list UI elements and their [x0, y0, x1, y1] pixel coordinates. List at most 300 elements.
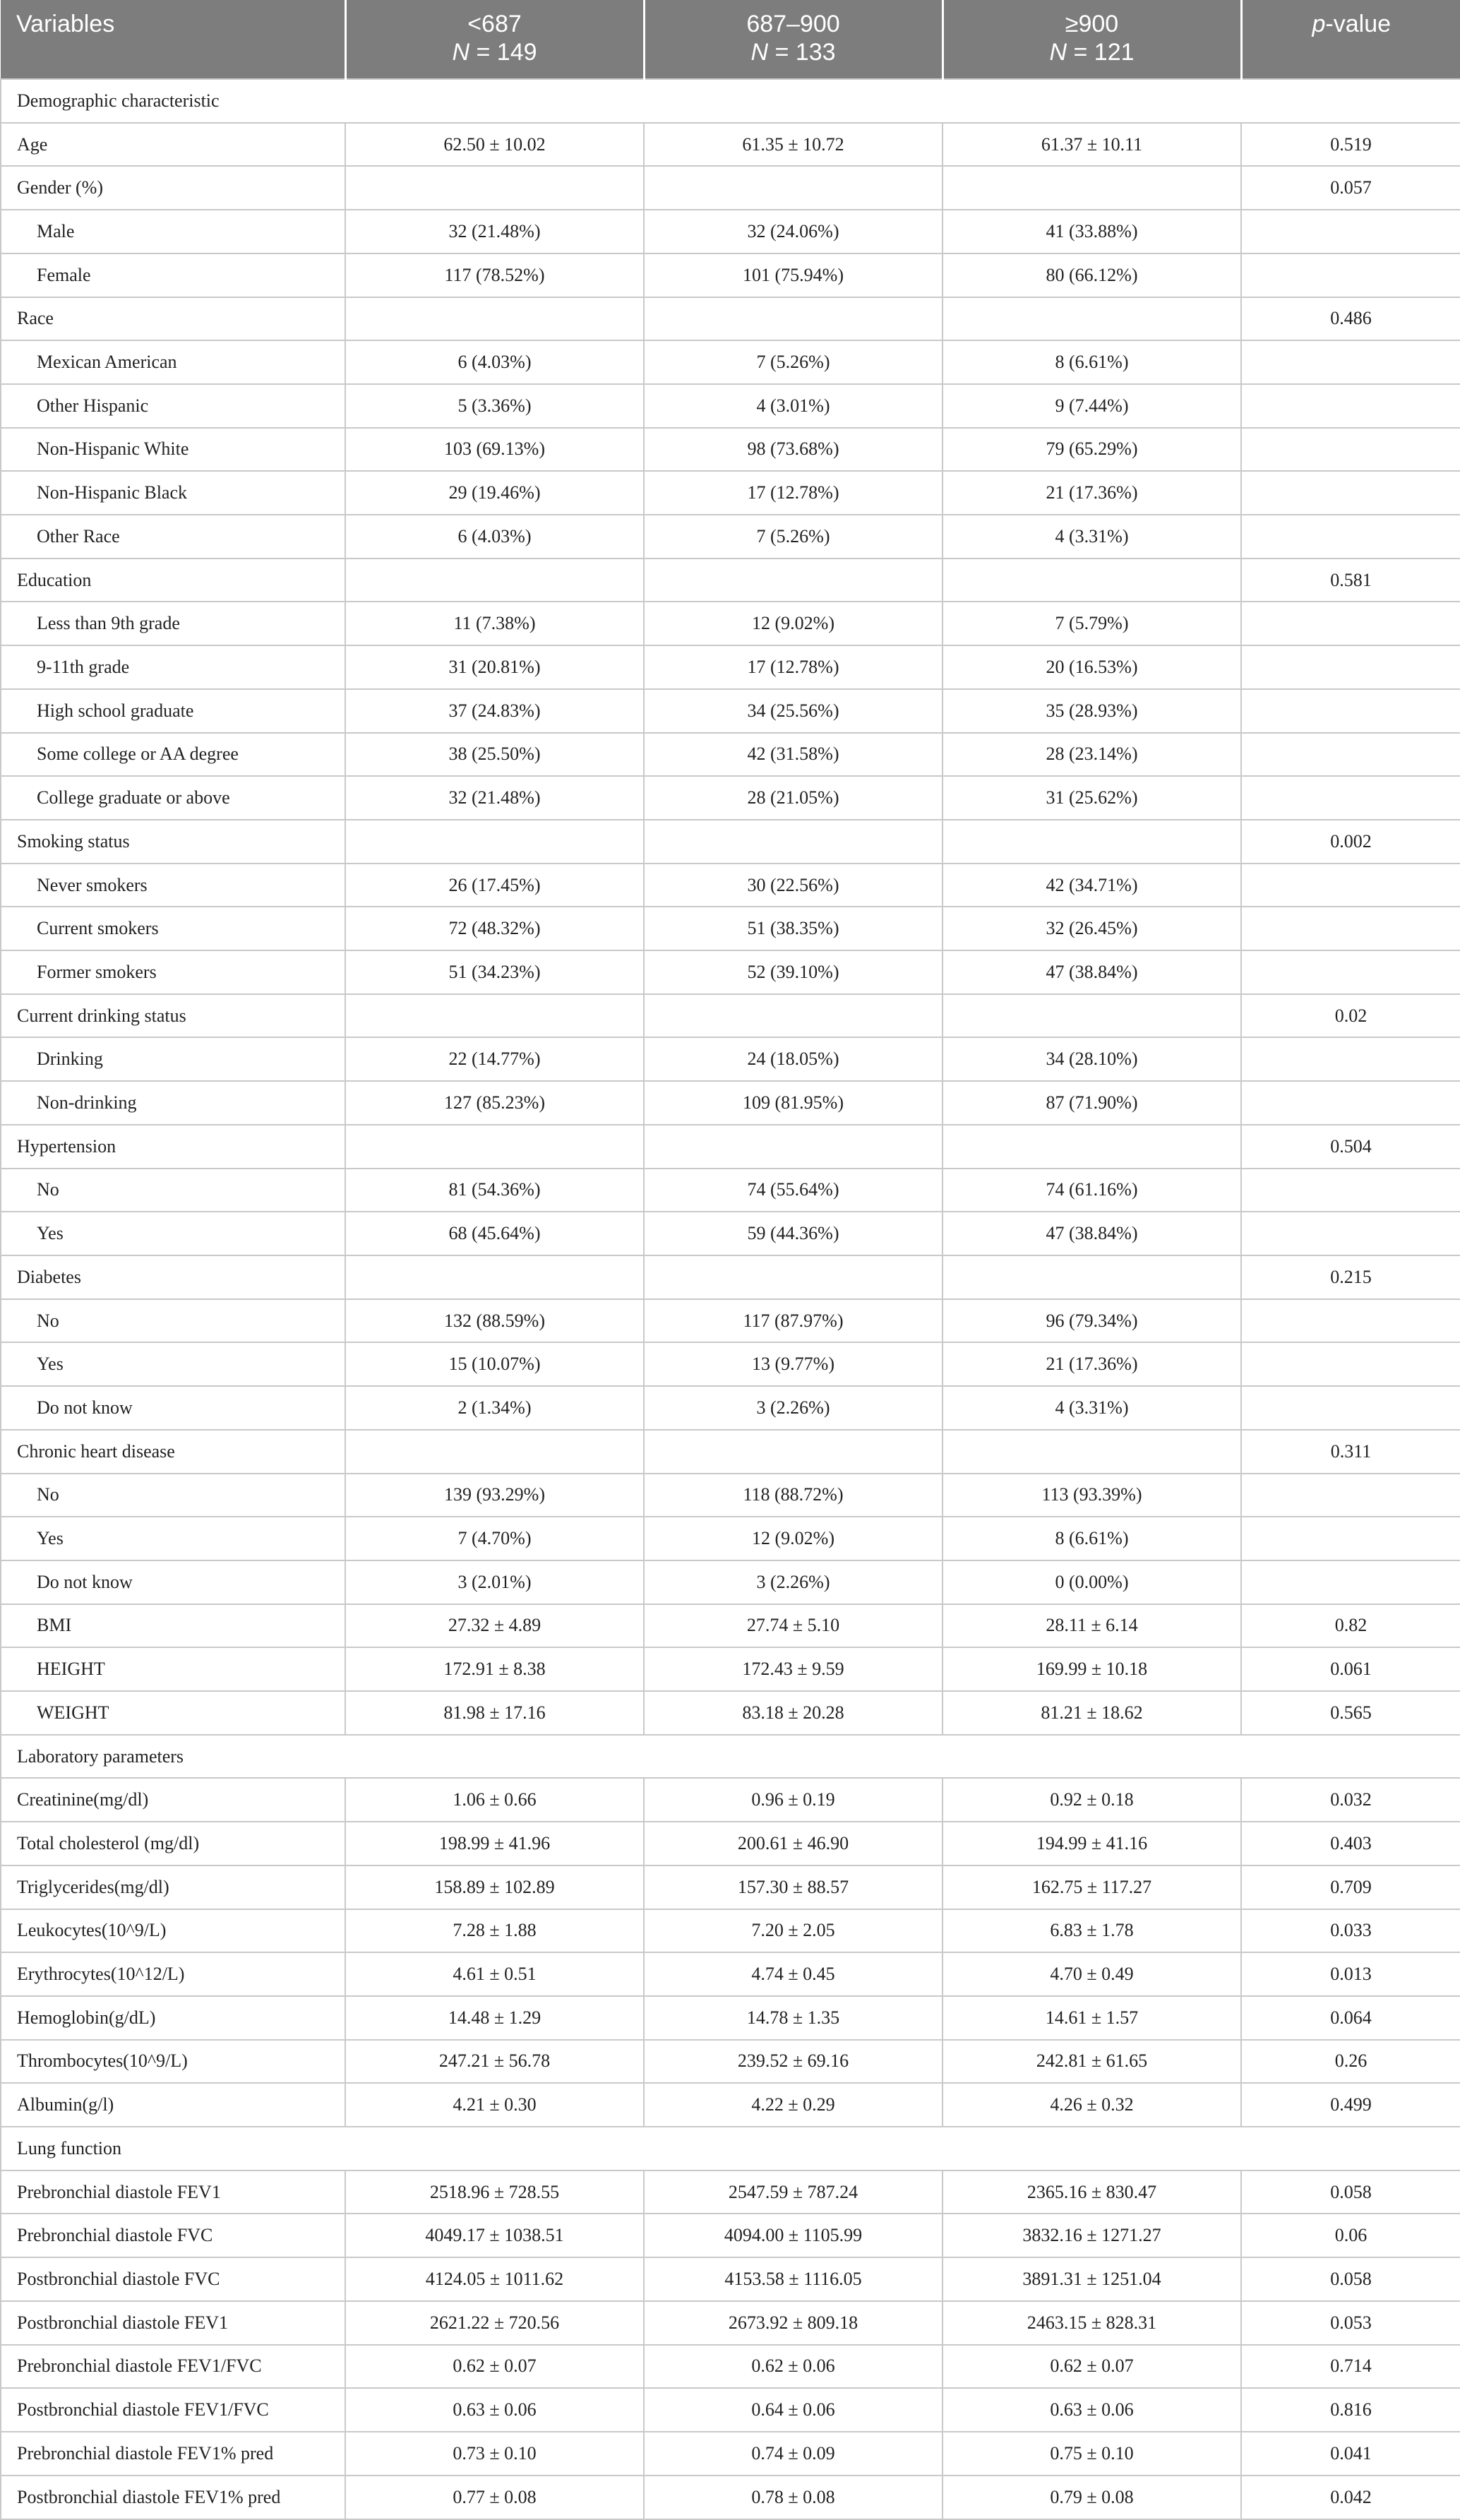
p-value-cell: 0.058	[1241, 2257, 1460, 2301]
table-body	[1, 79, 1460, 2519]
group-value-cell: 12 (9.02%)	[644, 602, 943, 645]
group-value-cell: 2673.92 ± 809.18	[644, 2301, 943, 2345]
group-value-cell: 51 (38.35%)	[644, 907, 943, 950]
table-row	[1, 733, 1460, 777]
variable-label: Thrombocytes(10^9/L)	[1, 2040, 345, 2084]
p-value-cell	[1241, 1517, 1460, 1560]
group-value-cell: 169.99 ± 10.18	[943, 1647, 1241, 1691]
group-value-cell: 21 (17.36%)	[943, 471, 1241, 515]
variable-label: Other Race	[1, 515, 345, 559]
group-value-cell	[345, 166, 644, 210]
table-row	[1, 1778, 1460, 1822]
group-value-cell: 5 (3.36%)	[345, 384, 644, 428]
p-value-cell	[1241, 950, 1460, 994]
variable-label: Prebronchial diastole FVC	[1, 2214, 345, 2257]
table-row	[1, 1169, 1460, 1212]
group-value-cell: 7 (5.26%)	[644, 340, 943, 384]
group-range: <687	[467, 11, 522, 37]
p-value-cell: 0.041	[1241, 2432, 1460, 2476]
group-value-cell: 24 (18.05%)	[644, 1037, 943, 1081]
table-row	[1, 428, 1460, 472]
group-value-cell: 6 (4.03%)	[345, 515, 644, 559]
variable-label: Some college or AA degree	[1, 733, 345, 777]
group-value-cell: 242.81 ± 61.65	[943, 2040, 1241, 2084]
p-label: p	[1312, 11, 1326, 37]
table-row	[1, 253, 1460, 297]
group-n-label: N	[452, 39, 470, 66]
p-value-cell	[1241, 602, 1460, 645]
variable-label: Postbronchial diastole FVC	[1, 2257, 345, 2301]
group-value-cell: 17 (12.78%)	[644, 645, 943, 689]
variable-label: Prebronchial diastole FEV1% pred	[1, 2432, 345, 2476]
group-value-cell: 2621.22 ± 720.56	[345, 2301, 644, 2345]
table-row	[1, 1647, 1460, 1691]
table-row	[1, 1342, 1460, 1386]
p-value-cell: 0.061	[1241, 1647, 1460, 1691]
group-value-cell: 4153.58 ± 1116.05	[644, 2257, 943, 2301]
section-label: Laboratory parameters	[1, 1735, 1460, 1779]
group-value-cell: 28 (21.05%)	[644, 776, 943, 820]
section-label: Lung function	[1, 2127, 1460, 2170]
group-value-cell: 101 (75.94%)	[644, 253, 943, 297]
group-value-cell: 7.20 ± 2.05	[644, 1909, 943, 1953]
group-value-cell: 34 (25.56%)	[644, 689, 943, 733]
group-value-cell: 109 (81.95%)	[644, 1081, 943, 1125]
group-value-cell: 31 (25.62%)	[943, 776, 1241, 820]
table-row	[1, 1037, 1460, 1081]
group-value-cell: 74 (61.16%)	[943, 1169, 1241, 1212]
group-value-cell: 157.30 ± 88.57	[644, 1865, 943, 1909]
table-row	[1, 123, 1460, 167]
group-value-cell: 127 (85.23%)	[345, 1081, 644, 1125]
group-value-cell: 113 (93.39%)	[943, 1474, 1241, 1517]
group-value-cell: 72 (48.32%)	[345, 907, 644, 950]
group-value-cell: 139 (93.29%)	[345, 1474, 644, 1517]
group-value-cell: 83.18 ± 20.28	[644, 1691, 943, 1735]
table-row	[1, 340, 1460, 384]
table-row	[1, 2301, 1460, 2345]
table-row	[1, 2083, 1460, 2127]
group-value-cell: 7 (5.79%)	[943, 602, 1241, 645]
table-row	[1, 1822, 1460, 1865]
group-value-cell: 172.43 ± 9.59	[644, 1647, 943, 1691]
group-n-value: = 149	[469, 39, 537, 66]
group-value-cell: 74 (55.64%)	[644, 1169, 943, 1212]
p-value-cell	[1241, 428, 1460, 472]
header-group-low	[345, 0, 644, 79]
group-value-cell: 3 (2.26%)	[644, 1386, 943, 1430]
table-row	[1, 950, 1460, 994]
p-value-cell	[1241, 340, 1460, 384]
group-value-cell: 11 (7.38%)	[345, 602, 644, 645]
p-value-cell	[1241, 733, 1460, 777]
group-value-cell: 12 (9.02%)	[644, 1517, 943, 1560]
variable-label: Drinking	[1, 1037, 345, 1081]
p-value-cell: 0.82	[1241, 1604, 1460, 1648]
table-row	[1, 384, 1460, 428]
variable-label: 9-11th grade	[1, 645, 345, 689]
p-value-cell: 0.311	[1241, 1430, 1460, 1474]
group-value-cell	[943, 1125, 1241, 1169]
variable-label: Race	[1, 297, 345, 341]
p-value-cell	[1241, 1342, 1460, 1386]
group-n-label: N	[750, 39, 769, 66]
variable-label: Hypertension	[1, 1125, 345, 1169]
table-row	[1, 1517, 1460, 1560]
group-value-cell: 162.75 ± 117.27	[943, 1865, 1241, 1909]
group-value-cell: 21 (17.36%)	[943, 1342, 1241, 1386]
variable-label: Non-Hispanic White	[1, 428, 345, 472]
group-value-cell: 4.74 ± 0.45	[644, 1952, 943, 1996]
table-row	[1, 1691, 1460, 1735]
table-row	[1, 2214, 1460, 2257]
group-value-cell: 31 (20.81%)	[345, 645, 644, 689]
table-row	[1, 166, 1460, 210]
group-value-cell	[943, 1430, 1241, 1474]
group-value-cell: 3832.16 ± 1271.27	[943, 2214, 1241, 2257]
variable-label: Creatinine(mg/dl)	[1, 1778, 345, 1822]
group-value-cell: 198.99 ± 41.96	[345, 1822, 644, 1865]
variable-label: Postbronchial diastole FEV1% pred	[1, 2476, 345, 2519]
p-value-cell	[1241, 776, 1460, 820]
group-value-cell: 117 (78.52%)	[345, 253, 644, 297]
group-value-cell	[644, 166, 943, 210]
p-value-cell: 0.714	[1241, 2345, 1460, 2389]
variable-label: Never smokers	[1, 864, 345, 907]
group-value-cell: 8 (6.61%)	[943, 1517, 1241, 1560]
variable-label: Postbronchial diastole FEV1/FVC	[1, 2388, 345, 2432]
table-header	[1, 0, 1460, 79]
group-value-cell: 30 (22.56%)	[644, 864, 943, 907]
variable-label: No	[1, 1474, 345, 1517]
variable-label: BMI	[1, 1604, 345, 1648]
group-value-cell: 247.21 ± 56.78	[345, 2040, 644, 2084]
variable-label: Former smokers	[1, 950, 345, 994]
group-value-cell: 62.50 ± 10.02	[345, 123, 644, 167]
variable-label: Gender (%)	[1, 166, 345, 210]
table-row	[1, 471, 1460, 515]
variable-label: High school graduate	[1, 689, 345, 733]
group-value-cell	[943, 820, 1241, 864]
group-value-cell: 42 (34.71%)	[943, 864, 1241, 907]
group-value-cell: 81.21 ± 18.62	[943, 1691, 1241, 1735]
group-value-cell: 2463.15 ± 828.31	[943, 2301, 1241, 2345]
group-value-cell: 6.83 ± 1.78	[943, 1909, 1241, 1953]
table-row	[1, 515, 1460, 559]
variable-label: Do not know	[1, 1560, 345, 1604]
table-row	[1, 1909, 1460, 1953]
group-value-cell: 1.06 ± 0.66	[345, 1778, 644, 1822]
p-value-cell: 0.013	[1241, 1952, 1460, 1996]
section-row	[1, 2127, 1460, 2170]
group-value-cell: 7 (4.70%)	[345, 1517, 644, 1560]
group-value-cell: 2547.59 ± 787.24	[644, 2170, 943, 2214]
variable-label: Triglycerides(mg/dl)	[1, 1865, 345, 1909]
variable-label: HEIGHT	[1, 1647, 345, 1691]
group-value-cell	[345, 1255, 644, 1299]
group-value-cell: 61.37 ± 10.11	[943, 123, 1241, 167]
p-value-cell	[1241, 210, 1460, 253]
group-value-cell: 0 (0.00%)	[943, 1560, 1241, 1604]
table-row	[1, 602, 1460, 645]
table-row	[1, 689, 1460, 733]
group-value-cell: 0.96 ± 0.19	[644, 1778, 943, 1822]
group-value-cell	[644, 559, 943, 602]
variable-label: Age	[1, 123, 345, 167]
group-value-cell: 4.61 ± 0.51	[345, 1952, 644, 1996]
group-value-cell: 96 (79.34%)	[943, 1299, 1241, 1343]
group-value-cell: 68 (45.64%)	[345, 1212, 644, 1255]
group-value-cell: 27.74 ± 5.10	[644, 1604, 943, 1648]
p-value-cell: 0.042	[1241, 2476, 1460, 2519]
group-value-cell	[644, 1125, 943, 1169]
group-value-cell: 14.48 ± 1.29	[345, 1996, 644, 2040]
group-value-cell: 52 (39.10%)	[644, 950, 943, 994]
table-row	[1, 2388, 1460, 2432]
group-value-cell: 81 (54.36%)	[345, 1169, 644, 1212]
p-value-cell	[1241, 384, 1460, 428]
group-value-cell: 42 (31.58%)	[644, 733, 943, 777]
variable-label: Less than 9th grade	[1, 602, 345, 645]
group-value-cell	[943, 166, 1241, 210]
group-value-cell: 0.75 ± 0.10	[943, 2432, 1241, 2476]
section-row	[1, 79, 1460, 123]
p-value-cell	[1241, 1560, 1460, 1604]
group-value-cell: 7.28 ± 1.88	[345, 1909, 644, 1953]
group-value-cell	[644, 297, 943, 341]
group-value-cell: 194.99 ± 41.16	[943, 1822, 1241, 1865]
p-value-cell: 0.057	[1241, 166, 1460, 210]
group-value-cell: 79 (65.29%)	[943, 428, 1241, 472]
group-value-cell: 239.52 ± 69.16	[644, 2040, 943, 2084]
group-value-cell: 14.78 ± 1.35	[644, 1996, 943, 2040]
group-value-cell: 81.98 ± 17.16	[345, 1691, 644, 1735]
group-value-cell: 38 (25.50%)	[345, 733, 644, 777]
table-row	[1, 994, 1460, 1038]
group-value-cell: 29 (19.46%)	[345, 471, 644, 515]
variable-label: Chronic heart disease	[1, 1430, 345, 1474]
p-value-cell	[1241, 864, 1460, 907]
group-value-cell: 28 (23.14%)	[943, 733, 1241, 777]
group-value-cell: 4.70 ± 0.49	[943, 1952, 1241, 1996]
variable-label: WEIGHT	[1, 1691, 345, 1735]
table-row	[1, 1081, 1460, 1125]
header-group-high	[943, 0, 1241, 79]
group-n-label: N	[1049, 39, 1067, 66]
group-value-cell	[644, 1255, 943, 1299]
group-value-cell: 0.73 ± 0.10	[345, 2432, 644, 2476]
variable-label: Yes	[1, 1342, 345, 1386]
table-row	[1, 210, 1460, 253]
variable-label: Non-drinking	[1, 1081, 345, 1125]
group-value-cell: 17 (12.78%)	[644, 471, 943, 515]
variable-label: Smoking status	[1, 820, 345, 864]
group-value-cell: 32 (24.06%)	[644, 210, 943, 253]
header-variables	[1, 0, 345, 79]
p-value-cell: 0.064	[1241, 1996, 1460, 2040]
variable-label: Postbronchial diastole FEV1	[1, 2301, 345, 2345]
p-value-cell: 0.486	[1241, 297, 1460, 341]
group-value-cell: 0.62 ± 0.07	[345, 2345, 644, 2389]
group-value-cell: 0.62 ± 0.06	[644, 2345, 943, 2389]
p-value-cell	[1241, 645, 1460, 689]
p-value-cell	[1241, 907, 1460, 950]
group-value-cell: 0.78 ± 0.08	[644, 2476, 943, 2519]
group-n-value: = 121	[1067, 39, 1135, 66]
table-row	[1, 2040, 1460, 2084]
section-row	[1, 1735, 1460, 1779]
p-value-cell: 0.033	[1241, 1909, 1460, 1953]
group-value-cell	[943, 297, 1241, 341]
p-value-cell	[1241, 253, 1460, 297]
group-value-cell: 14.61 ± 1.57	[943, 1996, 1241, 2040]
group-value-cell: 200.61 ± 46.90	[644, 1822, 943, 1865]
p-value-cell: 0.565	[1241, 1691, 1460, 1735]
group-value-cell: 27.32 ± 4.89	[345, 1604, 644, 1648]
group-value-cell: 8 (6.61%)	[943, 340, 1241, 384]
table-row	[1, 1386, 1460, 1430]
table-row	[1, 2476, 1460, 2519]
group-value-cell: 2 (1.34%)	[345, 1386, 644, 1430]
group-value-cell: 13 (9.77%)	[644, 1342, 943, 1386]
group-value-cell: 4 (3.31%)	[943, 515, 1241, 559]
group-range: ≥900	[1065, 11, 1119, 37]
group-value-cell: 7 (5.26%)	[644, 515, 943, 559]
variable-label: College graduate or above	[1, 776, 345, 820]
group-value-cell: 37 (24.83%)	[345, 689, 644, 733]
table-row	[1, 1430, 1460, 1474]
p-value-cell: 0.519	[1241, 123, 1460, 167]
table-row	[1, 1299, 1460, 1343]
group-value-cell: 132 (88.59%)	[345, 1299, 644, 1343]
variable-label: Other Hispanic	[1, 384, 345, 428]
group-value-cell: 6 (4.03%)	[345, 340, 644, 384]
group-value-cell: 61.35 ± 10.72	[644, 123, 943, 167]
variable-label: Prebronchial diastole FEV1	[1, 2170, 345, 2214]
group-value-cell: 4.26 ± 0.32	[943, 2083, 1241, 2127]
group-value-cell: 158.89 ± 102.89	[345, 1865, 644, 1909]
group-n-value: = 133	[768, 39, 836, 66]
group-value-cell	[345, 994, 644, 1038]
group-value-cell: 80 (66.12%)	[943, 253, 1241, 297]
header-variables-label: Variables	[16, 11, 115, 37]
group-value-cell	[345, 1430, 644, 1474]
group-value-cell: 4.22 ± 0.29	[644, 2083, 943, 2127]
group-value-cell: 3 (2.01%)	[345, 1560, 644, 1604]
group-value-cell	[644, 994, 943, 1038]
group-value-cell: 0.74 ± 0.09	[644, 2432, 943, 2476]
group-value-cell: 32 (26.45%)	[943, 907, 1241, 950]
p-value-cell	[1241, 1169, 1460, 1212]
table-row	[1, 1125, 1460, 1169]
group-value-cell: 28.11 ± 6.14	[943, 1604, 1241, 1648]
group-value-cell: 0.77 ± 0.08	[345, 2476, 644, 2519]
group-value-cell: 35 (28.93%)	[943, 689, 1241, 733]
header-row	[1, 0, 1460, 79]
variable-label: Education	[1, 559, 345, 602]
table-row	[1, 864, 1460, 907]
group-value-cell	[943, 1255, 1241, 1299]
p-value-cell	[1241, 1212, 1460, 1255]
group-value-cell: 0.64 ± 0.06	[644, 2388, 943, 2432]
group-value-cell: 0.62 ± 0.07	[943, 2345, 1241, 2389]
variable-label: Current smokers	[1, 907, 345, 950]
group-value-cell: 98 (73.68%)	[644, 428, 943, 472]
group-value-cell: 32 (21.48%)	[345, 776, 644, 820]
variable-label: Current drinking status	[1, 994, 345, 1038]
table-row	[1, 1560, 1460, 1604]
variable-label: Prebronchial diastole FEV1/FVC	[1, 2345, 345, 2389]
variable-label: Total cholesterol (mg/dl)	[1, 1822, 345, 1865]
p-value-cell: 0.215	[1241, 1255, 1460, 1299]
table-row	[1, 776, 1460, 820]
group-value-cell: 41 (33.88%)	[943, 210, 1241, 253]
group-value-cell: 4 (3.01%)	[644, 384, 943, 428]
group-value-cell: 4094.00 ± 1105.99	[644, 2214, 943, 2257]
group-value-cell	[644, 820, 943, 864]
p-value-cell: 0.499	[1241, 2083, 1460, 2127]
p-value-cell: 0.02	[1241, 994, 1460, 1038]
group-value-cell: 4 (3.31%)	[943, 1386, 1241, 1430]
group-value-cell: 9 (7.44%)	[943, 384, 1241, 428]
group-value-cell: 26 (17.45%)	[345, 864, 644, 907]
variable-label: Yes	[1, 1212, 345, 1255]
table-row	[1, 2345, 1460, 2389]
group-value-cell: 87 (71.90%)	[943, 1081, 1241, 1125]
group-value-cell	[345, 1125, 644, 1169]
table-row	[1, 2170, 1460, 2214]
group-value-cell: 22 (14.77%)	[345, 1037, 644, 1081]
group-value-cell: 3891.31 ± 1251.04	[943, 2257, 1241, 2301]
group-value-cell	[644, 1430, 943, 1474]
group-value-cell: 0.63 ± 0.06	[943, 2388, 1241, 2432]
group-value-cell: 59 (44.36%)	[644, 1212, 943, 1255]
p-value-cell: 0.504	[1241, 1125, 1460, 1169]
variable-label: Male	[1, 210, 345, 253]
group-range: 687–900	[746, 11, 840, 37]
variable-label: Erythrocytes(10^12/L)	[1, 1952, 345, 1996]
variable-label: Female	[1, 253, 345, 297]
variable-label: Hemoglobin(g/dL)	[1, 1996, 345, 2040]
group-value-cell: 3 (2.26%)	[644, 1560, 943, 1604]
p-value-cell: 0.06	[1241, 2214, 1460, 2257]
group-value-cell: 47 (38.84%)	[943, 950, 1241, 994]
table-row	[1, 297, 1460, 341]
p-value-cell	[1241, 1386, 1460, 1430]
p-suffix: -value	[1325, 11, 1392, 37]
p-value-cell	[1241, 515, 1460, 559]
group-value-cell: 4124.05 ± 1011.62	[345, 2257, 644, 2301]
group-value-cell	[345, 820, 644, 864]
variable-label: Leukocytes(10^9/L)	[1, 1909, 345, 1953]
p-value-cell	[1241, 471, 1460, 515]
p-value-cell: 0.816	[1241, 2388, 1460, 2432]
table-row	[1, 1865, 1460, 1909]
group-value-cell	[943, 559, 1241, 602]
p-value-cell: 0.002	[1241, 820, 1460, 864]
table-row	[1, 2257, 1460, 2301]
table-row	[1, 559, 1460, 602]
group-value-cell	[943, 994, 1241, 1038]
table-row	[1, 1952, 1460, 1996]
table-row	[1, 1212, 1460, 1255]
table-row	[1, 645, 1460, 689]
group-value-cell: 0.63 ± 0.06	[345, 2388, 644, 2432]
p-value-cell: 0.581	[1241, 559, 1460, 602]
variable-label: No	[1, 1299, 345, 1343]
group-value-cell: 172.91 ± 8.38	[345, 1647, 644, 1691]
group-value-cell: 47 (38.84%)	[943, 1212, 1241, 1255]
